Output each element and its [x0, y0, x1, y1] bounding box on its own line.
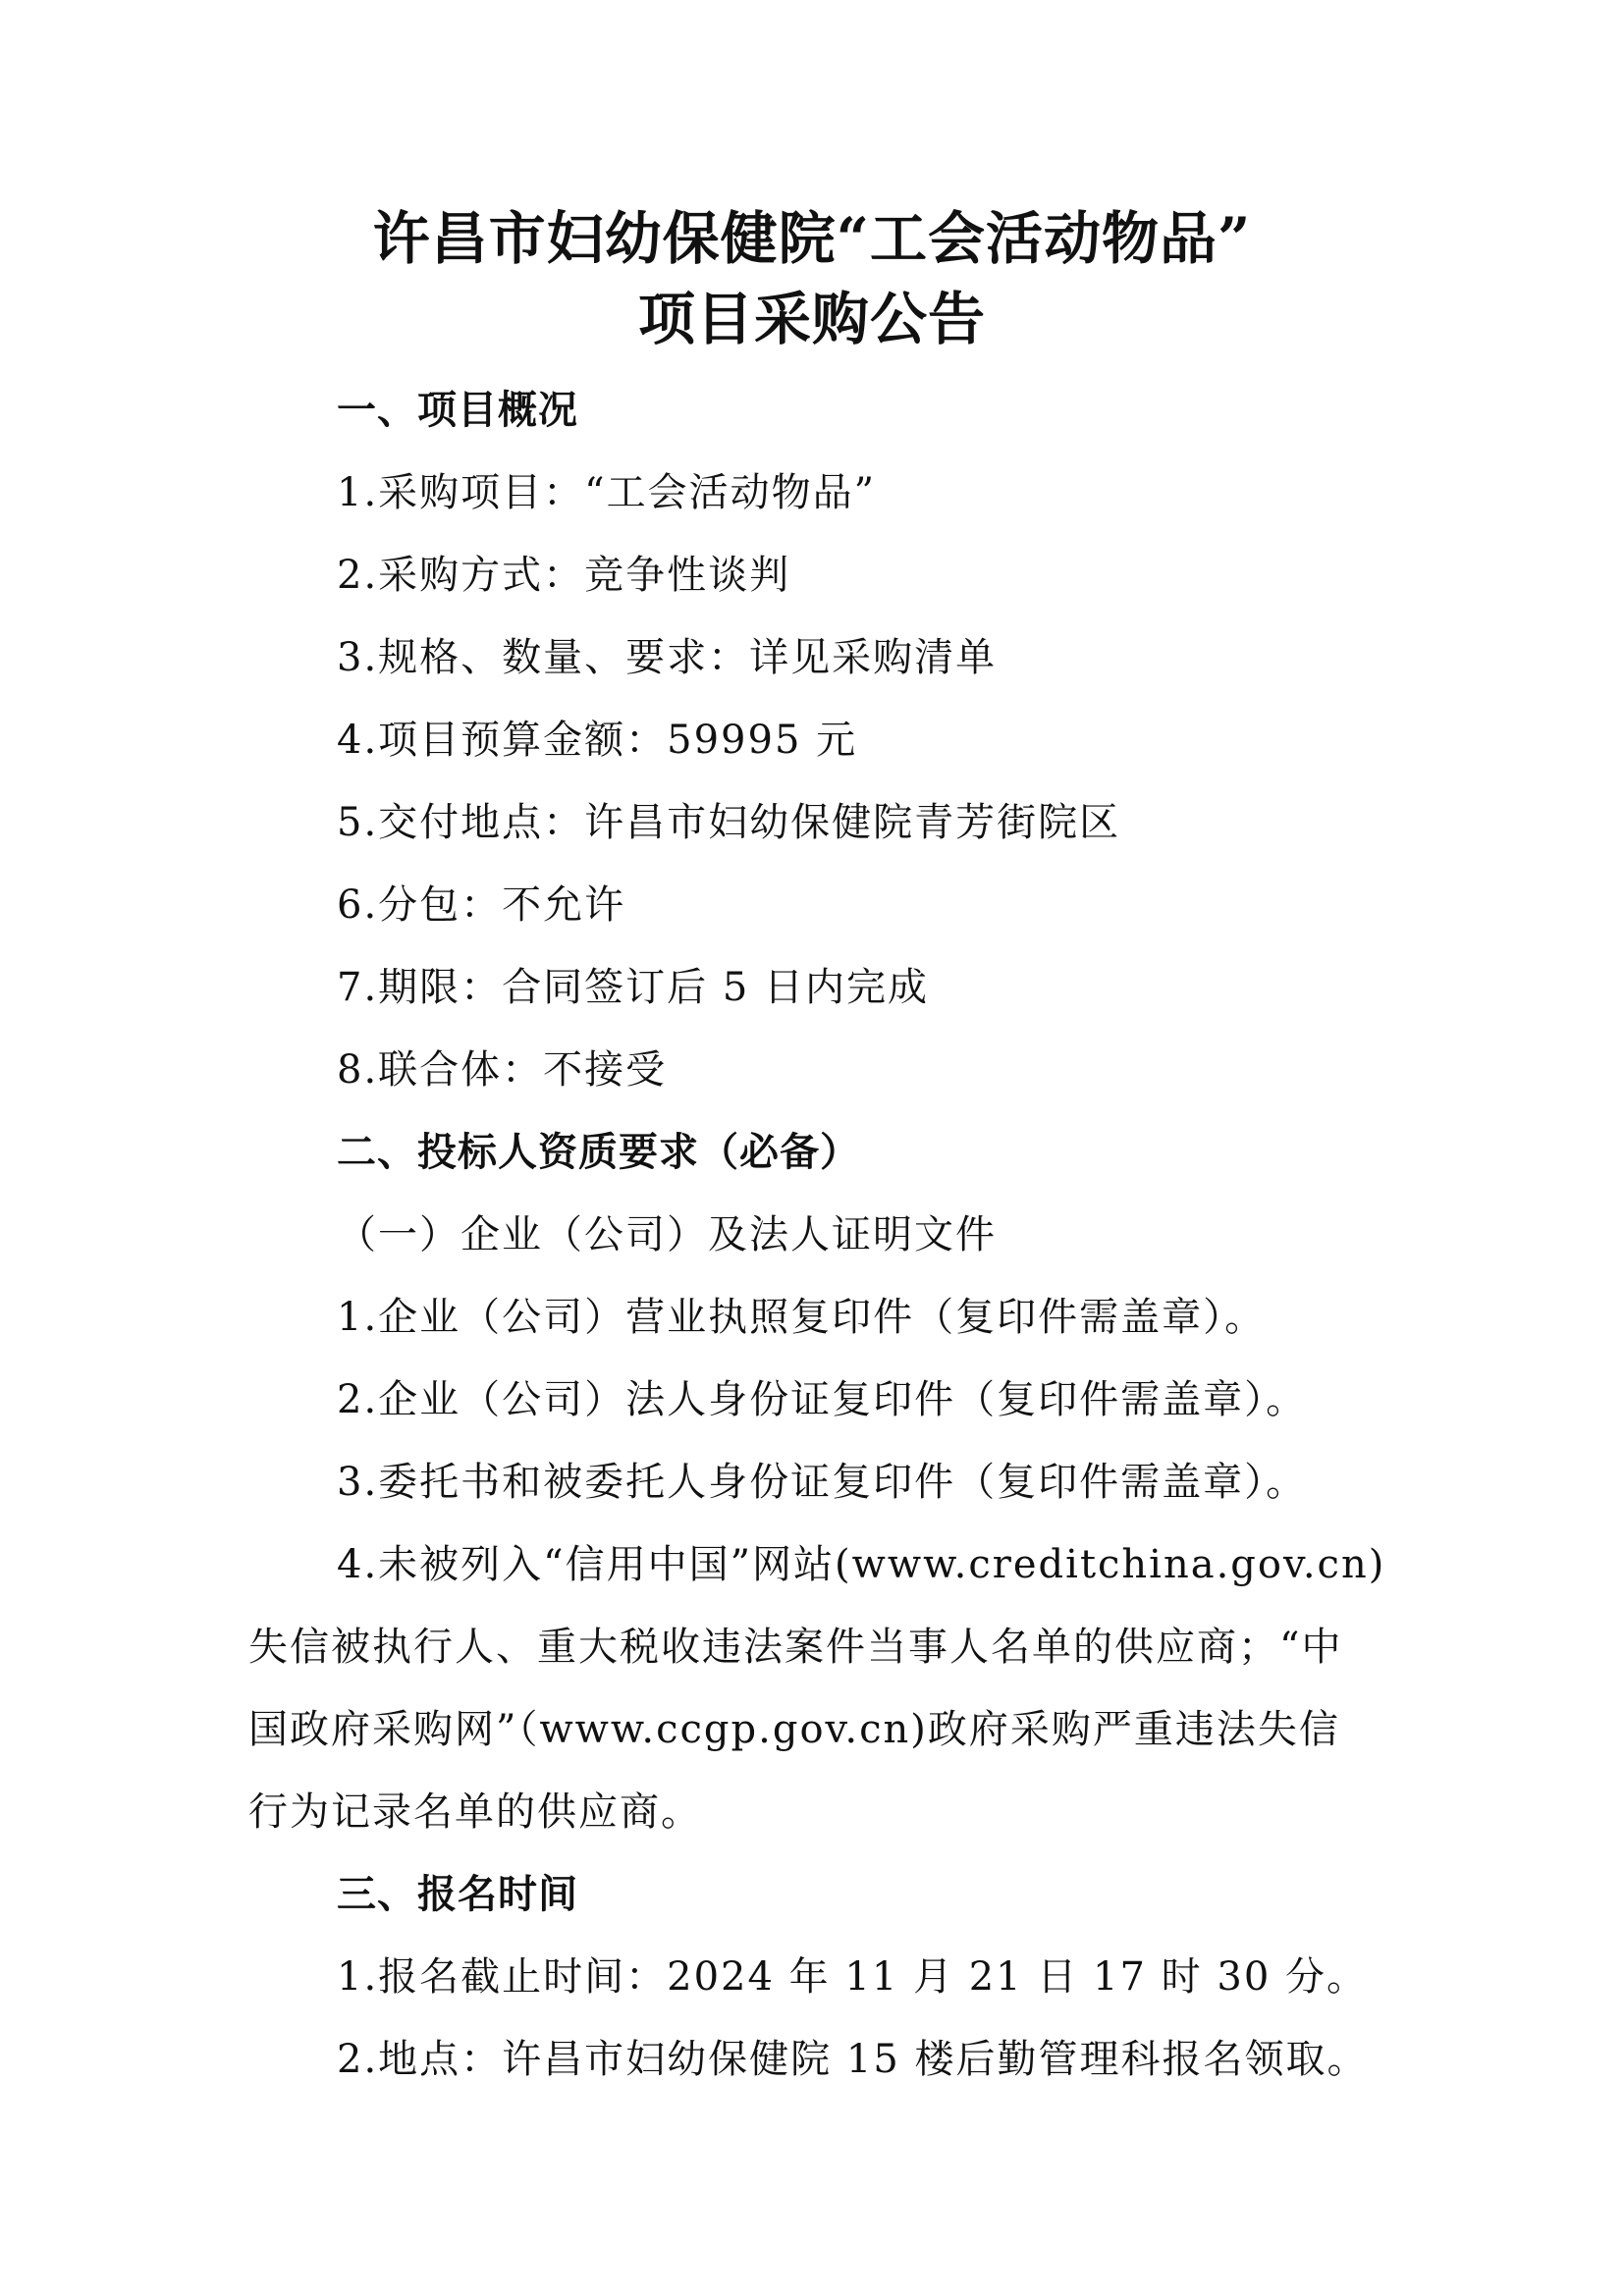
section3-heading: 三、报名时间 [337, 1872, 578, 1917]
section2-item-3: 3.委托书和被委托人身份证复印件（复印件需盖章）。 [337, 1460, 1308, 1505]
section1-item-5: 5.交付地点：许昌市妇幼保健院青芳街院区 [337, 800, 1121, 845]
section1-item-3: 3.规格、数量、要求：详见采购清单 [337, 635, 998, 680]
section2-item-1: 1.企业（公司）营业执照复印件（复印件需盖章）。 [337, 1295, 1267, 1340]
section2-heading: 二、投标人资质要求（必备） [337, 1130, 860, 1175]
section1-item-4: 4.项目预算金额：59995 元 [337, 718, 858, 763]
section2-para4-line3: 国政府采购网”（www.ccgp.gov.cn)政府采购严重违法失信 [248, 1707, 1340, 1752]
section1-item-7: 7.期限：合同签订后 5 日内完成 [337, 965, 930, 1010]
section2-subheading: （一）企业（公司）及法人证明文件 [337, 1212, 997, 1257]
section1-item-6: 6.分包：不允许 [337, 882, 626, 928]
section1-item-1: 1.采购项目：“工会活动物品” [337, 470, 877, 515]
section3-item-1: 1.报名截止时间：2024 年 11 月 21 日 17 时 30 分。 [337, 1954, 1368, 2000]
document-title-line1: 许昌市妇幼保健院“工会活动物品” [372, 205, 1252, 272]
section1-item-2: 2.采购方式：竞争性谈判 [337, 553, 791, 598]
section1-item-8: 8.联合体：不接受 [337, 1047, 668, 1093]
section2-para4-line4: 行为记录名单的供应商。 [248, 1789, 702, 1835]
section2-para4-line1: 4.未被列入“信用中国”网站(www.creditchina.gov.cn) [337, 1542, 1386, 1587]
section2-para4-line2: 失信被执行人、重大税收违法案件当事人名单的供应商；“中 [248, 1625, 1343, 1670]
section3-item-2: 2.地点：许昌市妇幼保健院 15 楼后勤管理科报名领取。 [337, 2037, 1369, 2082]
section1-heading: 一、项目概况 [337, 388, 578, 433]
document-title-line2: 项目采购公告 [637, 286, 986, 352]
section2-item-2: 2.企业（公司）法人身份证复印件（复印件需盖章）。 [337, 1377, 1308, 1422]
